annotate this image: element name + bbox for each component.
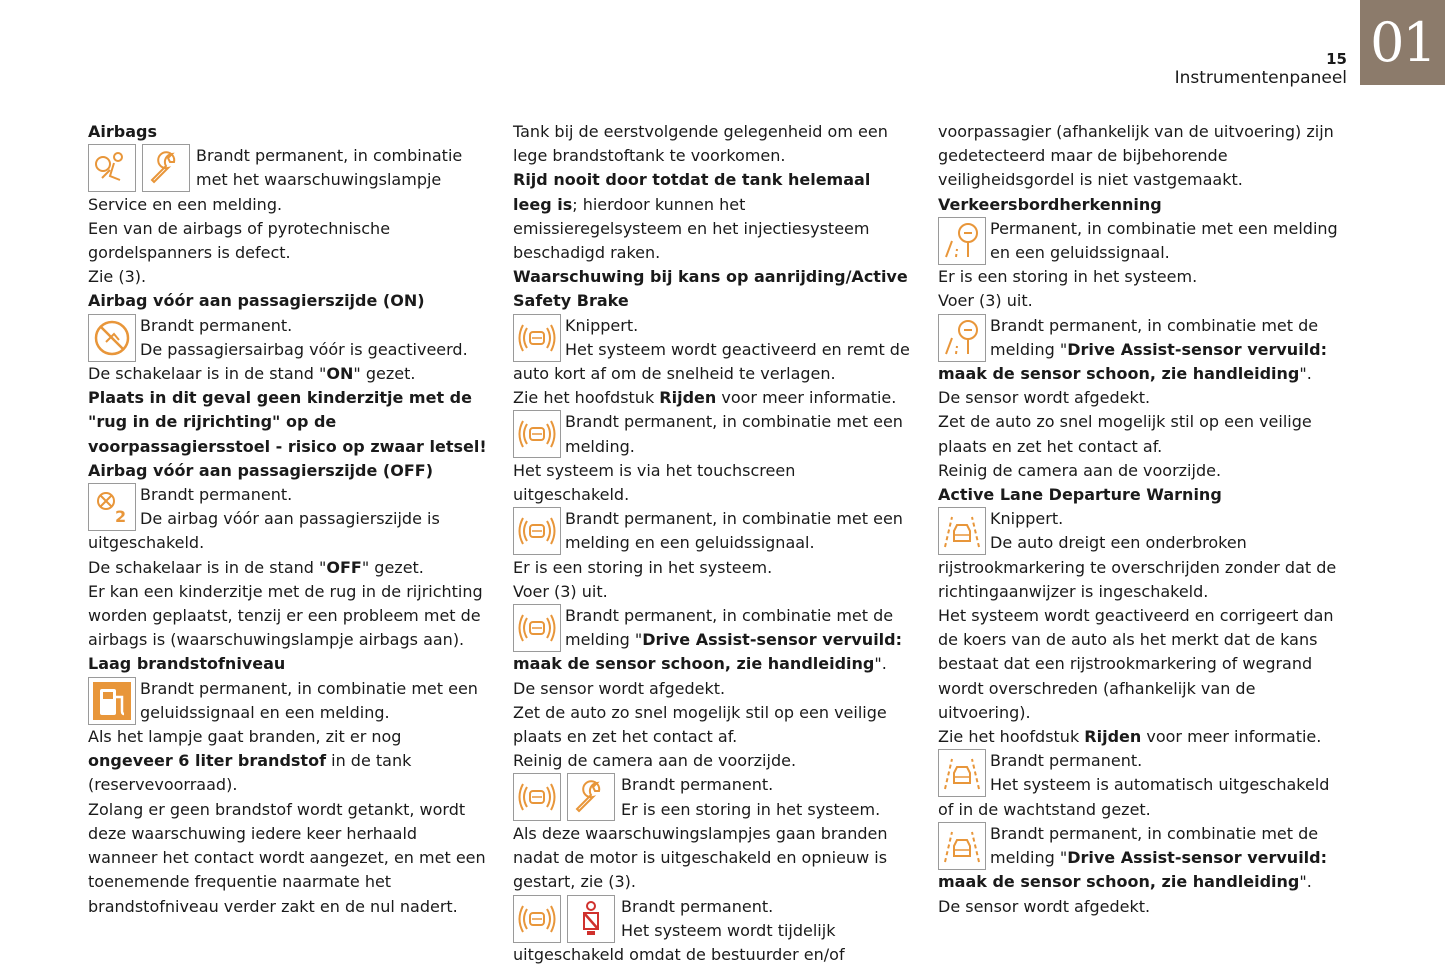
asb2-text-b: Het systeem is via het touchscreen uitgeschakeld. <box>513 460 796 505</box>
asb4-text-a: Brandt permanent, in combinatie met de melding "Drive Assist-sensor vervuild: maak de sensor schoon, zie handleiding". <box>513 606 903 674</box>
tsr2-text-c: Zet de auto zo snel mogelijk stil op een veilige plaats en zet het contact af. <box>938 412 1312 456</box>
aldw-heading: Active Lane Departure Warning <box>938 485 1222 505</box>
page-number: 15 <box>1326 50 1347 68</box>
asb6-text-a: Brandt permanent. <box>621 896 774 916</box>
active-safety-brake-icon <box>513 410 561 458</box>
asb3-text-a: Brandt permanent, in combinatie met een melding en een geluidssignaal. <box>565 509 903 553</box>
lane-departure-icon <box>938 507 986 555</box>
airbags-text-1: Brandt permanent, in combinatie met het waarschuwingslampje Service en een melding. <box>88 146 463 214</box>
asb-heading: Waarschuwing bij kans op aanrijding/Active Safety Brake <box>513 267 908 311</box>
fuel-heading: Laag brandstofniveau <box>88 654 286 674</box>
airbag-off-text-4: Er kan een kinderzitje met de rug in de rijrichting worden geplaatst, tenzij er een probleem met de airbags is (waarschuwingslampje airbags aan). <box>88 581 483 650</box>
fuel-continued-text-2: Rijd nooit door totdat de tank helemaal leeg is; hierdoor kunnen het emissieregelsysteem en het injectiesysteem beschadigd raken. <box>513 170 871 263</box>
lane-departure-icon <box>938 749 986 797</box>
airbags-heading: Airbags <box>88 122 157 141</box>
airbags-text-2: Een van de airbags of pyrotechnische gordelspanners is defect. <box>88 218 391 263</box>
aldw3-text-b: De sensor wordt afgedekt. <box>938 896 1151 916</box>
airbag-warning-icon <box>88 144 136 192</box>
traffic-sign-recognition-icon <box>938 314 986 362</box>
airbags-text-3: Zie (3). <box>88 267 147 287</box>
tsr2-text-a: Brandt permanent, in combinatie met de melding "Drive Assist-sensor vervuild: maak de sensor schoon, zie handleiding". <box>938 315 1328 384</box>
active-safety-brake-icon <box>513 604 561 652</box>
asb3-text-c: Voer (3) uit. <box>513 581 608 601</box>
asb6-text-b: Het systeem wordt tijdelijk uitgeschakeld omdat de bestuurder en/of <box>513 920 845 964</box>
asb5-text-a: Brandt permanent. <box>621 775 774 795</box>
seatbelt-warning-icon <box>567 895 615 943</box>
fuel-pump-icon <box>88 677 136 725</box>
lane-departure-icon <box>938 822 986 870</box>
active-safety-brake-icon <box>513 773 561 821</box>
asb4-text-d: Reinig de camera aan de voorzijde. <box>513 751 797 771</box>
aldw2-text-b: Het systeem is automatisch uitgeschakeld of in de wachtstand gezet. <box>938 775 1330 819</box>
chapter-number: 01 <box>1370 11 1435 74</box>
asb1-text-a: Knippert. <box>565 315 639 335</box>
airbag-on-heading: Airbag vóór aan passagierszijde (ON) <box>88 291 425 311</box>
seatbelt-continued-text: voorpassagier (afhankelijk van de uitvoering) zijn gedetecteerd maar de bijbehorende veiligheidsgordel is niet vastgemaakt. <box>938 122 1334 190</box>
fuel-text-3: Zolang er geen brandstof wordt getankt, wordt deze waarschuwing iedere keer herhaald wanneer het contact wordt aangezet, en met een toenemende frequentie naarmate het brandstofniveau verder zakt en de nul nadert. <box>88 799 486 916</box>
passenger-airbag-off-icon <box>88 483 136 531</box>
airbag-off-text-2: De airbag vóór aan passagierszijde is uitgeschakeld. <box>88 509 440 553</box>
section-title: Instrumentenpaneel <box>1174 68 1347 88</box>
airbag-on-warning: Plaats in dit geval geen kinderzitje met de "rug in de rijrichting" op de voorpassagiersstoel - risico op zwaar letsel! <box>88 388 487 456</box>
column-2 <box>513 120 913 967</box>
tsr2-text-b: De sensor wordt afgedekt. <box>938 388 1151 408</box>
aldw1-text-d: Zie het hoofdstuk Rijden voor meer informatie. <box>938 727 1322 747</box>
tsr1-text-b: Er is een storing in het systeem. <box>938 267 1198 287</box>
airbag-on-text-3: De schakelaar is in de stand "ON" gezet. <box>88 364 416 384</box>
asb1-text-b: Het systeem wordt geactiveerd en remt de auto kort af om de snelheid te verlagen. <box>513 339 910 384</box>
asb4-text-b: De sensor wordt afgedekt. <box>513 678 726 698</box>
aldw1-text-b: De auto dreigt een onderbroken rijstrookmarkering te overschrijden zonder dat de richtingaanwijzer is ingeschakeld. <box>938 533 1337 601</box>
chapter-tab <box>1360 0 1445 85</box>
fuel-text-2: Als het lampje gaat branden, zit er nog ongeveer 6 liter brandstof in de tank (reservevoorraad). <box>88 727 412 795</box>
asb5-text-b: Er is een storing in het systeem. <box>621 799 881 819</box>
aldw1-text-a: Knippert. <box>990 509 1064 529</box>
active-safety-brake-icon <box>513 895 561 943</box>
asb3-text-b: Er is een storing in het systeem. <box>513 557 773 577</box>
asb5-text-c: Als deze waarschuwingslampjes gaan branden nadat de motor is uitgeschakeld en opnieuw is gestart, zie (3). <box>513 823 888 892</box>
fuel-continued-text-1: Tank bij de eerstvolgende gelegenheid om een lege brandstoftank te voorkomen. <box>513 122 888 166</box>
fuel-text-1: Brandt permanent, in combinatie met een geluidssignaal en een melding. <box>140 678 478 722</box>
asb1-text-c: Zie het hoofdstuk Rijden voor meer informatie. <box>513 388 897 408</box>
aldw3-text-a: Brandt permanent, in combinatie met de melding "Drive Assist-sensor vervuild: maak de sensor schoon, zie handleiding". <box>938 823 1328 892</box>
passenger-airbag-on-icon <box>88 314 136 362</box>
tsr1-text-a: Permanent, in combinatie met een melding en een geluidssignaal. <box>990 218 1338 263</box>
airbag-on-text-2: De passagiersairbag vóór is geactiveerd. <box>140 339 468 359</box>
tsr-heading: Verkeersbordherkenning <box>938 194 1162 214</box>
airbag-off-text-3: De schakelaar is in de stand "OFF" gezet. <box>88 557 424 577</box>
service-wrench-icon <box>567 773 615 821</box>
asb2-text-a: Brandt permanent, in combinatie met een melding. <box>565 412 903 456</box>
asb4-text-c: Zet de auto zo snel mogelijk stil op een veilige plaats en zet het contact af. <box>513 702 887 747</box>
aldw2-text-a: Brandt permanent. <box>990 751 1143 771</box>
tsr1-text-c: Voer (3) uit. <box>938 291 1033 311</box>
airbag-on-text-1: Brandt permanent. <box>140 315 293 335</box>
aldw1-text-c: Het systeem wordt geactiveerd en corrigeert dan de koers van de auto als het merkt dat de kans bestaat dat een rijstrookmarkering of wegrand wordt overschreden (afhankelijk van de uitvoering). <box>938 606 1334 722</box>
active-safety-brake-icon <box>513 507 561 555</box>
column-3 <box>938 120 1348 919</box>
active-safety-brake-icon <box>513 314 561 362</box>
tsr2-text-d: Reinig de camera aan de voorzijde. <box>938 460 1222 480</box>
airbag-off-heading: Airbag vóór aan passagierszijde (OFF) <box>88 460 433 480</box>
service-wrench-icon <box>142 144 190 192</box>
svg-text:2: 2 <box>115 507 127 527</box>
airbag-off-text-1: Brandt permanent. <box>140 485 293 505</box>
column-1 <box>88 120 488 919</box>
traffic-sign-recognition-icon <box>938 217 986 265</box>
